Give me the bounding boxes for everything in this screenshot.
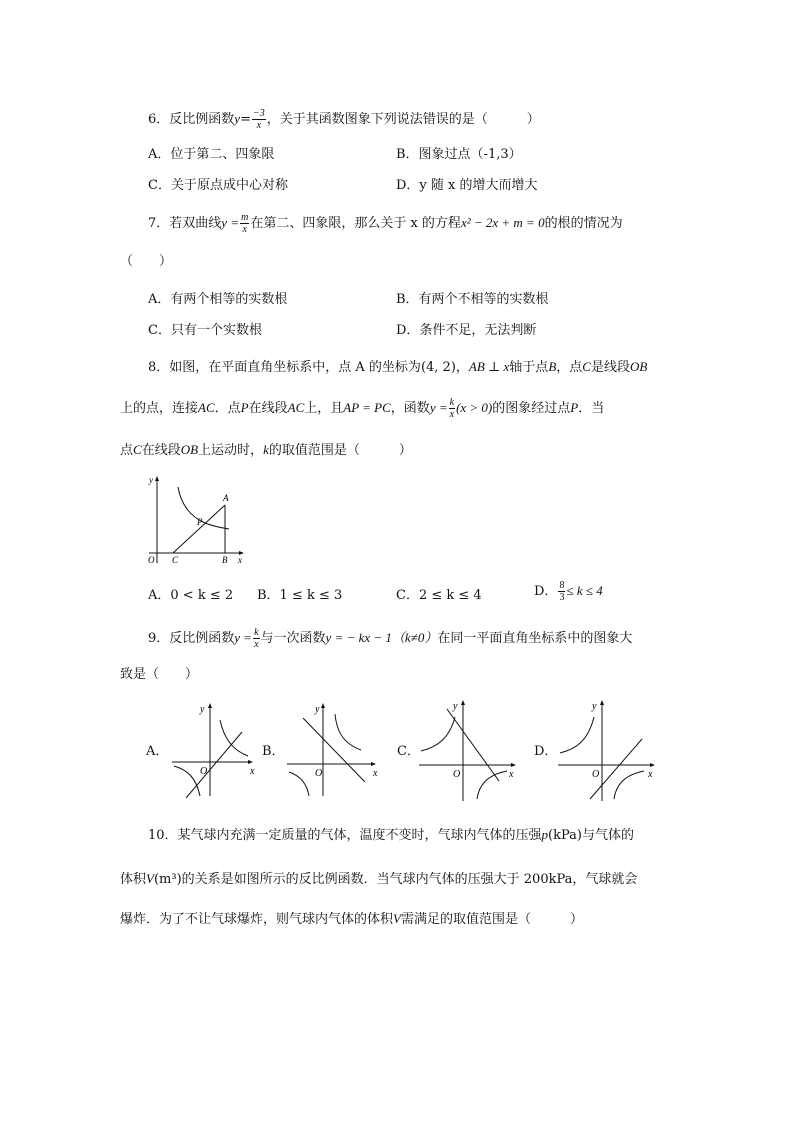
- q9-b-label-y: y: [315, 704, 320, 715]
- q8-line1-e: B: [548, 359, 557, 374]
- q9-b-curve-upper: [335, 714, 361, 750]
- q8-label-x: x: [238, 555, 242, 565]
- q9-frac-den: x: [254, 639, 259, 650]
- q6-frac-den: x: [256, 120, 262, 131]
- q8-label-b: B: [222, 555, 228, 565]
- q7-number: 7．: [148, 216, 170, 231]
- q10-p: p: [541, 827, 549, 842]
- q8-label-p: P: [197, 517, 203, 527]
- q8-line2-y: y =: [429, 400, 448, 415]
- q9-label-b[interactable]: B．: [262, 744, 285, 759]
- q9-line1-c: 在同一平面直角坐标系中的图象大: [437, 631, 633, 646]
- q8-line3-e: 上运动时，: [198, 443, 264, 458]
- q9-b-y-arrow: [321, 703, 325, 708]
- q10-v: V: [146, 871, 154, 886]
- q9-a-x-arrow: [248, 760, 253, 764]
- q8-line1-i: OB: [629, 359, 648, 374]
- q8-coord: (4, 2): [420, 360, 456, 375]
- q6-option-d[interactable]: D．y 随 x 的增大而增大: [396, 178, 538, 193]
- q8-frac-num: k: [449, 397, 455, 408]
- q7-option-d[interactable]: D．条件不足，无法判断: [396, 323, 537, 338]
- q8-label-o: O: [148, 555, 155, 565]
- q8-line3-b: C: [133, 442, 142, 457]
- q8-line2-e: 在线段: [248, 401, 288, 416]
- q6-number: 6．: [148, 112, 170, 127]
- q9-b-curve-lower: [289, 772, 309, 796]
- q8-line2-b: AC: [198, 400, 215, 415]
- q8-line2-k: 的图象经过点: [492, 401, 571, 416]
- q8-line3-c: 在线段: [141, 443, 181, 458]
- q8-line3: [120, 441, 412, 460]
- q9-d-x-arrow: [650, 763, 655, 767]
- q6-option-b[interactable]: B．图象过点（-1,3）: [396, 147, 522, 162]
- q10-line3: [120, 910, 583, 929]
- q8-line3-a: 点: [120, 443, 134, 458]
- q9-a-curve-lower: [174, 766, 200, 796]
- q8-line2-c: ．点: [214, 401, 241, 416]
- q10-v-unit: (m³): [153, 872, 182, 887]
- q7-stem-c: 的根的情况为: [544, 216, 623, 231]
- q6-eq: =: [240, 112, 251, 127]
- q8-line2: [120, 397, 604, 420]
- q10-line3-b: 需满足的取值范围是（ ）: [400, 912, 583, 927]
- q7-option-a[interactable]: A．有两个相等的实数根: [148, 292, 288, 307]
- q10-line3-a: 爆炸．为了不让气球爆炸，则气球内气体的体积: [120, 912, 394, 927]
- q8-line2-g: 上，且: [304, 401, 344, 416]
- q9-c-label-x: x: [509, 769, 514, 780]
- q8-option-c[interactable]: C．2 ≤ k ≤ 4: [396, 588, 482, 603]
- q7-option-c[interactable]: C．只有一个实数根: [148, 323, 262, 338]
- q9-label-c[interactable]: C．: [397, 744, 420, 759]
- q10-line2-b: 的关系是如图所示的反比例函数．当气球内气体的压强大于 200kPa，气球就会: [181, 872, 638, 887]
- q8-line1-d: 轴于点: [509, 360, 549, 375]
- q8-option-d-tail: ≤ k ≤ 4: [566, 583, 603, 598]
- q9-a-curve-upper: [220, 720, 248, 756]
- q7-paren: （ ）: [120, 254, 173, 269]
- q7-frac-den: x: [242, 224, 247, 235]
- q8-line2-j: (x > 0): [456, 400, 493, 415]
- q8-y-arrow: [155, 476, 159, 481]
- q9-line1-a: 9．反比例函数: [148, 631, 235, 646]
- q8-fraction: [449, 397, 455, 420]
- q9-d-label-x: x: [648, 769, 653, 780]
- q9-d-curve-lower: [614, 771, 644, 799]
- q8-line2-h: AP = PC: [343, 400, 391, 415]
- q9-c-label-o: O: [453, 769, 461, 780]
- q9-a-label-x: x: [250, 766, 255, 777]
- q6-frac-num: −3: [252, 108, 265, 119]
- q9-label-a[interactable]: A．: [146, 744, 169, 759]
- q9-label-d[interactable]: D．: [534, 744, 558, 759]
- q7-fraction: [240, 212, 249, 235]
- q9-b-line: [303, 718, 365, 782]
- q6-option-a[interactable]: A．位于第二、四象限: [148, 147, 275, 162]
- q10-line2-a: 体积: [120, 872, 147, 887]
- q7-y-eq: y =: [221, 215, 240, 230]
- q8-option-d-fraction: [558, 580, 565, 603]
- q8-figure: [145, 475, 255, 575]
- q10-line1: [148, 826, 634, 845]
- q8-segment-ac: [173, 505, 225, 553]
- q6-fraction: [252, 108, 266, 131]
- q7-frac-num: m: [241, 212, 249, 223]
- q8-line1-h: 是线段: [590, 360, 630, 375]
- q6-stem: [148, 108, 540, 131]
- q9-line1: [148, 627, 632, 650]
- q8-option-a[interactable]: A．0 < k ≤ 2: [148, 588, 234, 603]
- q6-y: y: [234, 111, 241, 126]
- q9-b-x-arrow: [371, 762, 376, 766]
- q9-c-x-arrow: [511, 763, 516, 767]
- q7-stem-a: 若双曲线: [169, 216, 222, 231]
- q8-line2-l: P: [570, 400, 579, 415]
- q9-line1-b: 与一次函数: [260, 631, 326, 646]
- q9-b-label-o: O: [315, 768, 323, 779]
- q8-line3-f: k: [263, 442, 269, 457]
- q8-line1-g: C: [582, 359, 591, 374]
- q9-graph-c[interactable]: [417, 695, 527, 805]
- q8-label-a: A: [223, 493, 229, 503]
- q6-stem-b: ，关于其函数图象下列说法错误的是（ ）: [266, 112, 540, 127]
- q9-graph-a[interactable]: [170, 700, 260, 800]
- q7-stem-b: 在第二、四象限，那么关于 x 的方程: [250, 216, 461, 231]
- q6-stem-a: 反比例函数: [169, 112, 235, 127]
- q9-graph-b[interactable]: [285, 700, 385, 800]
- q10-p-unit: (kPa): [548, 828, 582, 843]
- q9-d-label-o: O: [592, 769, 600, 780]
- q7-option-b[interactable]: B．有两个不相等的实数根: [396, 292, 549, 307]
- q8-line3-g: 的取值范围是（ ）: [268, 443, 412, 458]
- q8-option-d[interactable]: [534, 580, 603, 603]
- q9-a-line: [186, 732, 242, 798]
- q8-label-c: C: [172, 555, 179, 565]
- q9-c-y-arrow: [461, 700, 465, 705]
- q6-option-c[interactable]: C．关于原点成中心对称: [148, 178, 288, 193]
- q10-line2: [120, 870, 637, 889]
- q9-frac-num: k: [254, 627, 259, 638]
- q8-option-b[interactable]: B．1 ≤ k ≤ 3: [257, 588, 343, 603]
- q9-a-label-o: O: [200, 766, 208, 777]
- q8-line2-i: ，函数: [390, 401, 430, 416]
- q8-line1-c: AB ⊥ x: [468, 359, 510, 374]
- q8-line1-f: ，点: [556, 360, 583, 375]
- q8-option-d-label: D．: [534, 584, 558, 599]
- q7-stem: [148, 212, 623, 235]
- q9-fraction: [253, 627, 259, 650]
- q8-line2-m: ．当: [578, 401, 605, 416]
- q8-option-d-den: 3: [559, 592, 565, 603]
- q9-y-eq: y =: [234, 630, 253, 645]
- q9-d-label-y: y: [592, 701, 597, 712]
- q9-a-y-arrow: [208, 703, 212, 708]
- q8-line1-b: ，: [455, 360, 469, 375]
- q9-graph-d[interactable]: [556, 695, 666, 805]
- q9-c-label-y: y: [453, 701, 458, 712]
- q9-c-curve-upper: [421, 717, 455, 751]
- q9-d-y-arrow: [600, 700, 604, 705]
- q7-equation: x² − 2x + m = 0: [460, 215, 545, 230]
- q8-line3-d: OB: [180, 442, 199, 457]
- q9-linear: y = − kx − 1（k≠0）: [325, 630, 438, 645]
- q8-line1: [148, 358, 647, 377]
- q9-a-label-y: y: [200, 704, 205, 715]
- q8-label-y: y: [149, 475, 153, 485]
- q8-line1-a: 8．如图，在平面直角坐标系中，点 A 的坐标为: [148, 360, 421, 375]
- q10-v2: V: [393, 911, 401, 926]
- q8-line2-d: P: [240, 400, 249, 415]
- q10-line1-a: 10．某气球内充满一定质量的气体，温度不变时，气球内气体的压强: [148, 828, 542, 843]
- q8-frac-den: x: [449, 409, 455, 420]
- q8-line2-a: 上的点，连接: [120, 401, 199, 416]
- q10-line1-b: 与气体的: [581, 828, 634, 843]
- q9-d-curve-upper: [560, 717, 594, 753]
- q9-b-label-x: x: [373, 768, 378, 779]
- q9-line2: 致是（ ）: [120, 667, 199, 682]
- q8-option-d-num: 8: [559, 580, 565, 591]
- q8-line2-f: AC: [287, 400, 305, 415]
- q9-c-curve-lower: [477, 771, 507, 799]
